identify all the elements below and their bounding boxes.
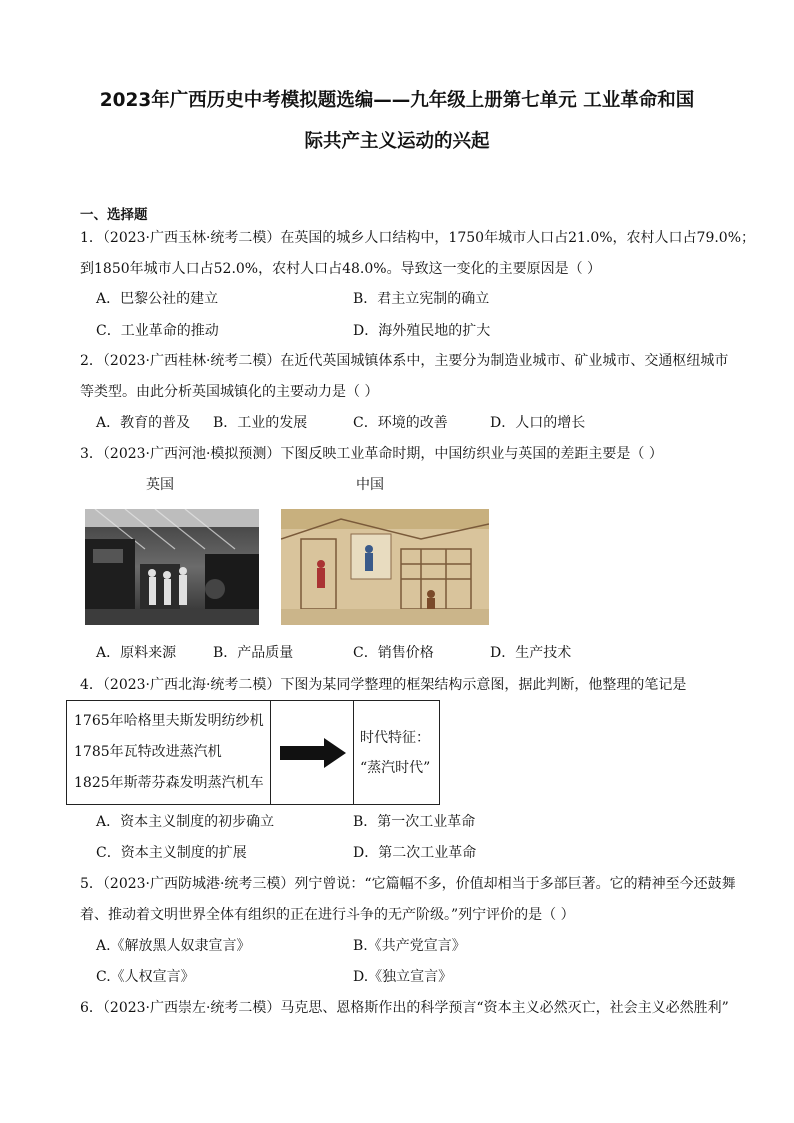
- q3-option-b: B．产品质量: [213, 645, 294, 661]
- q2-stem-line2: 等类型。由此分析英国城镇化的主要动力是（ ）: [80, 384, 379, 400]
- q1-option-c: C．工业革命的推动: [96, 323, 219, 339]
- arrow-right-icon: [280, 738, 346, 772]
- q1-option-b: B．君主立宪制的确立: [353, 291, 490, 307]
- page-title-line2: 际共产主义运动的兴起: [304, 131, 490, 152]
- section-header: 一、选择题: [80, 207, 148, 223]
- q5-option-c: C.《人权宣言》: [96, 969, 195, 985]
- q2-stem-line1: 2．（2023·广西桂林·统考二模）在近代英国城镇体系中，主要分为制造业城市、矿业城市、交通枢纽城市: [80, 353, 729, 369]
- diagram-divider-2: [353, 700, 354, 804]
- q2-option-a: A．教育的普及: [96, 415, 191, 431]
- q1-stem-line1: 1．（2023·广西玉林·统考二模）在英国的城乡人口结构中，1750年城市人口占21.0%，农村人口占79.0%；: [80, 230, 756, 246]
- diagram-feature-label: 时代特征：: [360, 730, 430, 746]
- q4-option-a: A．资本主义制度的初步确立: [96, 814, 275, 830]
- q5-option-b: B.《共产党宣言》: [353, 938, 466, 954]
- q4-option-c: C．资本主义制度的扩展: [96, 845, 247, 861]
- q3-label-uk: 英国: [146, 477, 174, 493]
- q5-stem-line1: 5．（2023·广西防城港·统考三模）列宁曾说：“它篇幅不多，价值却相当于多部巨著。它的精神至今还鼓舞: [80, 876, 736, 892]
- diagram-event-1: 1765年哈格里夫斯发明纺纱机: [74, 713, 264, 729]
- diagram-divider-1: [270, 700, 271, 804]
- q3-option-d: D．生产技术: [490, 645, 572, 661]
- diagram-feature-value: “蒸汽时代”: [360, 760, 431, 776]
- page-title-line1: 2023年广西历史中考模拟题选编——九年级上册第七单元 工业革命和国: [99, 90, 695, 111]
- q2-option-d: D．人口的增长: [490, 415, 586, 431]
- factory-photo-uk: [85, 509, 259, 625]
- q4-stem-line1: 4．（2023·广西北海·统考二模）下图为某同学整理的框架结构示意图，据此判断，他整理的笔记是: [80, 677, 687, 693]
- q4-option-b: B．第一次工业革命: [353, 814, 476, 830]
- q4-option-d: D．第二次工业革命: [353, 845, 477, 861]
- q3-label-cn: 中国: [356, 477, 384, 493]
- q6-stem-line1: 6．（2023·广西崇左·统考二模）马克思、恩格斯作出的科学预言“资本主义必然灭亡，社会主义必然胜利”: [80, 1000, 729, 1016]
- diagram-event-3: 1825年斯蒂芬森发明蒸汽机车: [74, 775, 264, 791]
- diagram-event-2: 1785年瓦特改进蒸汽机: [74, 744, 222, 760]
- q3-option-c: C．销售价格: [353, 645, 434, 661]
- weaving-painting-cn: [281, 509, 489, 625]
- q2-option-c: C．环境的改善: [353, 415, 448, 431]
- q2-option-b: B．工业的发展: [213, 415, 308, 431]
- q3-stem-line1: 3．（2023·广西河池·模拟预测）下图反映工业革命时期，中国纺织业与英国的差距主要是（ ）: [80, 446, 663, 462]
- q1-option-a: A．巴黎公社的建立: [96, 291, 219, 307]
- q5-stem-line2: 着、推动着文明世界全体有组织的正在进行斗争的无产阶级。”列宁评价的是（ ）: [80, 907, 575, 923]
- q5-option-d: D.《独立宣言》: [353, 969, 453, 985]
- q1-stem-line2: 到1850年城市人口占52.0%，农村人口占48.0%。导致这一变化的主要原因是（ ）: [80, 261, 602, 277]
- q1-option-d: D．海外殖民地的扩大: [353, 323, 491, 339]
- q5-option-a: A.《解放黑人奴隶宣言》: [96, 938, 251, 954]
- q3-option-a: A．原料来源: [96, 645, 177, 661]
